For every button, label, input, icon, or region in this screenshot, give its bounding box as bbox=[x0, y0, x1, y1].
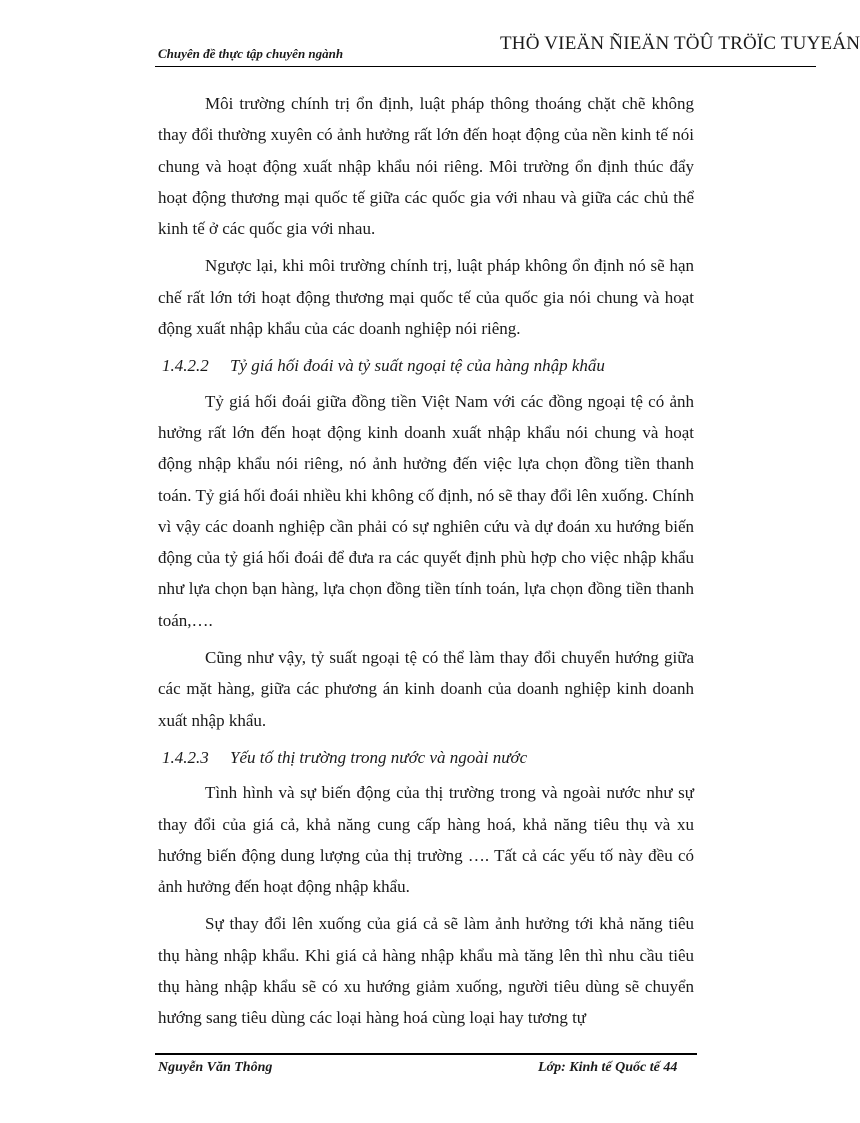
section-number: 1.4.2.3 bbox=[162, 747, 209, 767]
document-body bbox=[158, 88, 694, 1040]
paragraph-exchange-rate: Tỷ giá hối đoái giữa đồng tiền Việt Nam với các đồng ngoại tệ có ảnh hưởng rất lớn đến hoạt động kinh doanh xuất nhập khẩu nói chung và hoạt động nhập khẩu nói riêng, nó ảnh hưởng đến việc lựa chọn đồng tiền thanh toán. Tỷ giá hối đoái nhiều khi không cố định, nó sẽ thay đổi lên xuống. Chính vì vậy các doanh nghiệp cần phải có sự nghiên cứu và dự đoán xu hướng biến động của tỷ giá hối đoái để đưa ra các quyết định phù hợp cho việc nhập khẩu như lựa chọn bạn hàng, lựa chọn đồng tiền tính toán, lựa chọn đồng tiền thanh toán,…. bbox=[158, 391, 694, 630]
section-heading-exchange-rate bbox=[158, 350, 694, 381]
section-heading-markets bbox=[158, 742, 694, 773]
paragraph-market-situation: Tình hình và sự biến động của thị trường trong và ngoài nước như sự thay đổi của giá cả, khả năng cung cấp hàng hoá, khả năng tiêu thụ và xu hướng biến động dung lượng của thị trường …. Tất cả các yếu tố này đều có ảnh hưởng đến hoạt động nhập khẩu. bbox=[158, 783, 694, 897]
paragraph-foreign-currency-ratio: Cũng như vậy, tỷ suất ngoại tệ có thể làm thay đổi chuyển hướng giữa các mặt hàng, giữa các phương án kinh doanh của doanh nghiệp kinh doanh xuất nhập khẩu. bbox=[158, 648, 694, 730]
paragraph-unstable-environment: Ngược lại, khi môi trường chính trị, luật pháp không ổn định nó sẽ hạn chế rất lớn tới hoạt động thương mại quốc tế của quốc gia nói chung và hoạt động xuất nhập khẩu của các doanh nghiệp nói riêng. bbox=[158, 256, 694, 339]
section-number: 1.4.2.2 bbox=[162, 356, 209, 376]
header-library-name: THÖ VIEÄN ÑIEÄN TÖÛ TRÖÏC TUYEÁN bbox=[500, 33, 860, 54]
footer-author: Nguyễn Văn Thông bbox=[158, 1060, 273, 1075]
header-document-type: Chuyên đề thực tập chuyên ngành bbox=[158, 46, 344, 61]
paragraph-price-changes: Sự thay đổi lên xuống của giá cả sẽ làm ảnh hưởng tới khả năng tiêu thụ hàng nhập khẩu. Khi giá cả hàng nhập khẩu mà tăng lên thì nhu cầu tiêu thụ hàng nhập khẩu sẽ có xu hướng giảm xuống, người tiêu dùng sẽ chuyển hướng sang tiêu dùng các loại hàng hoá cùng loại hay tương tự bbox=[158, 914, 694, 1028]
section-title: Yếu tố thị trường trong nước và ngoài nước bbox=[230, 747, 528, 767]
footer-class: Lớp: Kinh tế Quốc tế 44 bbox=[538, 1060, 678, 1075]
paragraph-political-environment: Môi trường chính trị ổn định, luật pháp thông thoáng chặt chẽ không thay đổi thường xuyên có ảnh hưởng rất lớn đến hoạt động của nền kinh tế nói chung và hoạt động xuất nhập khẩu nói riêng. Môi trường ổn định thúc đẩy hoạt động thương mại quốc tế giữa các quốc gia với nhau và giữa các chủ thể kinh tế ở các quốc gia với nhau. bbox=[158, 94, 694, 239]
footer-divider bbox=[155, 1053, 697, 1055]
header-divider bbox=[155, 66, 816, 67]
section-title: Tỷ giá hối đoái và tỷ suất ngoại tệ của hàng nhập khẩu bbox=[230, 356, 605, 376]
